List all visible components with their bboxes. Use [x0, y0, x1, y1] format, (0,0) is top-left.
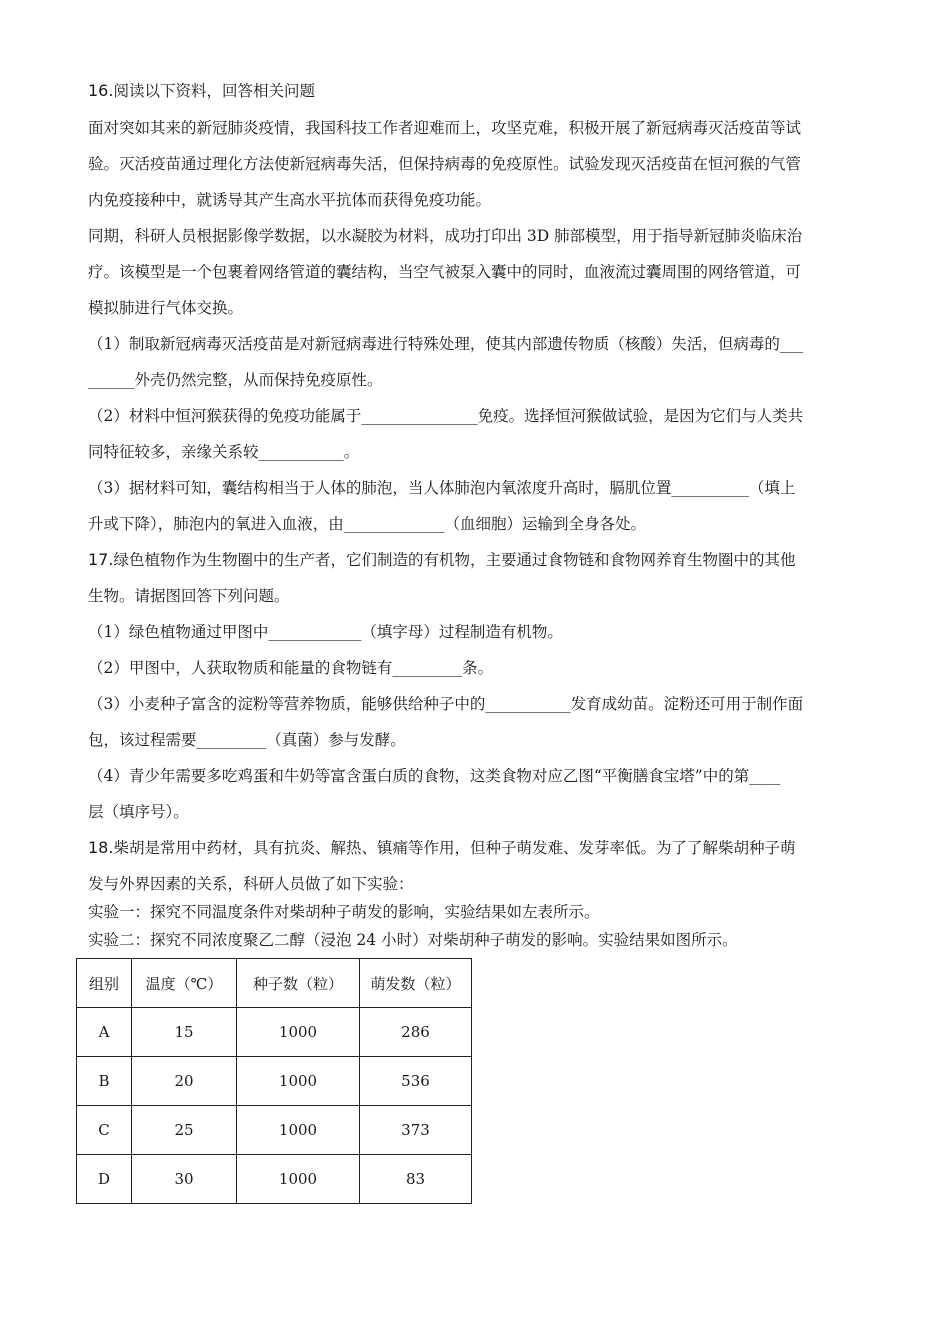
table-cell: 15 — [132, 1008, 237, 1057]
table-header-row — [77, 959, 472, 1008]
q16-line: 疗。该模型是一个包裹着网络管道的囊结构，当空气被泵入囊中的同时，血液流过囊周围的网络管道，可 — [88, 263, 802, 281]
q17-heading — [88, 549, 868, 571]
table-row — [77, 1008, 472, 1057]
table-header-cell: 种子数（粒） — [237, 959, 360, 1008]
q17-line: 层（填序号）。 — [88, 803, 189, 821]
table-row — [77, 1057, 472, 1106]
q16-line: 模拟肺进行气体交换。 — [88, 299, 244, 317]
table-cell: A — [77, 1008, 132, 1057]
table-cell: 25 — [132, 1106, 237, 1155]
q17-line: （2）甲图中，人获取物质和能量的食物链有_________条。 — [88, 659, 494, 677]
q16-line: 面对突如其来的新冠肺炎疫情，我国科技工作者迎难而上，攻坚克难，积极开展了新冠病毒灭活疫苗等试 — [88, 119, 802, 137]
table-cell: 536 — [360, 1057, 472, 1106]
table-row — [77, 1155, 472, 1204]
q17-number: 17. — [88, 550, 114, 569]
q17-line: 绿色植物作为生物圈中的生产者，它们制造的有机物，主要通过食物链和食物网养育生物圈中的其他 — [113, 551, 796, 569]
table-cell: 286 — [360, 1008, 472, 1057]
table-row — [77, 1106, 472, 1155]
q18-line: 发与外界因素的关系，科研人员做了如下实验： — [88, 875, 414, 893]
q18-line: 实验二：探究不同浓度聚乙二醇（浸泡 24 小时）对柴胡种子萌发的影响。实验结果如图所示。 — [88, 931, 738, 949]
q16-title: 阅读以下资料，回答相关问题 — [113, 82, 315, 100]
q16-line: （3）据材料可知，囊结构相当于人体的肺泡，当人体肺泡内氧浓度升高时，膈肌位置__________（填上 — [88, 479, 796, 497]
q18-number: 18. — [88, 838, 114, 857]
q16-line: 验。灭活疫苗通过理化方法使新冠病毒失活，但保持病毒的免疫原性。试验发现灭活疫苗在恒河猴的气管 — [88, 155, 802, 173]
q16-line: ______外壳仍然完整，从而保持免疫原性。 — [88, 371, 383, 389]
q16-line: 升或下降），肺泡内的氧进入血液，由_____________（血细胞）运输到全身各处。 — [88, 515, 647, 533]
q17-line: （4）青少年需要多吃鸡蛋和牛奶等富含蛋白质的食物，这类食物对应乙图“平衡膳食宝塔”中的第____ — [88, 767, 781, 785]
q18-line: 实验一：探究不同温度条件对柴胡种子萌发的影响，实验结果如左表所示。 — [88, 903, 600, 921]
q16-line: 同特征较多，亲缘关系较___________。 — [88, 443, 360, 461]
table-cell: B — [77, 1057, 132, 1106]
table-cell: D — [77, 1155, 132, 1204]
table-cell: 373 — [360, 1106, 472, 1155]
q17-line: （3）小麦种子富含的淀粉等营养物质，能够供给种子中的___________发育成幼苗。淀粉还可用于制作面 — [88, 695, 804, 713]
table-cell: 1000 — [237, 1155, 360, 1204]
q16-line: （1）制取新冠病毒灭活疫苗是对新冠病毒进行特殊处理，使其内部遗传物质（核酸）失活，但病毒的___ — [88, 335, 804, 353]
table-cell: 1000 — [237, 1008, 360, 1057]
q18-heading — [88, 837, 868, 859]
q16-line: 同期，科研人员根据影像学数据，以水凝胶为材料，成功打印出 3D 肺部模型，用于指导新冠肺炎临床治 — [88, 227, 803, 245]
table-cell: C — [77, 1106, 132, 1155]
q17-line: （1）绿色植物通过甲图中____________（填字母）过程制造有机物。 — [88, 623, 563, 641]
table-cell: 1000 — [237, 1057, 360, 1106]
germination-table — [76, 958, 472, 1204]
q18-line: 柴胡是常用中药材，具有抗炎、解热、镇痛等作用，但种子萌发难、发芽率低。为了了解柴胡种子萌 — [113, 839, 796, 857]
q16-heading — [88, 80, 868, 102]
q16-line: （2）材料中恒河猴获得的免疫功能属于_______________免疫。选择恒河猴做试验，是因为它们与人类共 — [88, 407, 804, 425]
table-header-cell: 温度（℃） — [132, 959, 237, 1008]
q16-line: 内免疫接种中，就诱导其产生高水平抗体而获得免疫功能。 — [88, 191, 492, 209]
q17-line: 包，该过程需要_________（真菌）参与发酵。 — [88, 731, 406, 749]
table-cell: 20 — [132, 1057, 237, 1106]
q17-line: 生物。请据图回答下列问题。 — [88, 587, 290, 605]
table-header-cell: 萌发数（粒） — [360, 959, 472, 1008]
table-cell: 1000 — [237, 1106, 360, 1155]
table-cell: 83 — [360, 1155, 472, 1204]
q16-number: 16. — [88, 81, 114, 100]
table-header-cell: 组别 — [77, 959, 132, 1008]
table-cell: 30 — [132, 1155, 237, 1204]
